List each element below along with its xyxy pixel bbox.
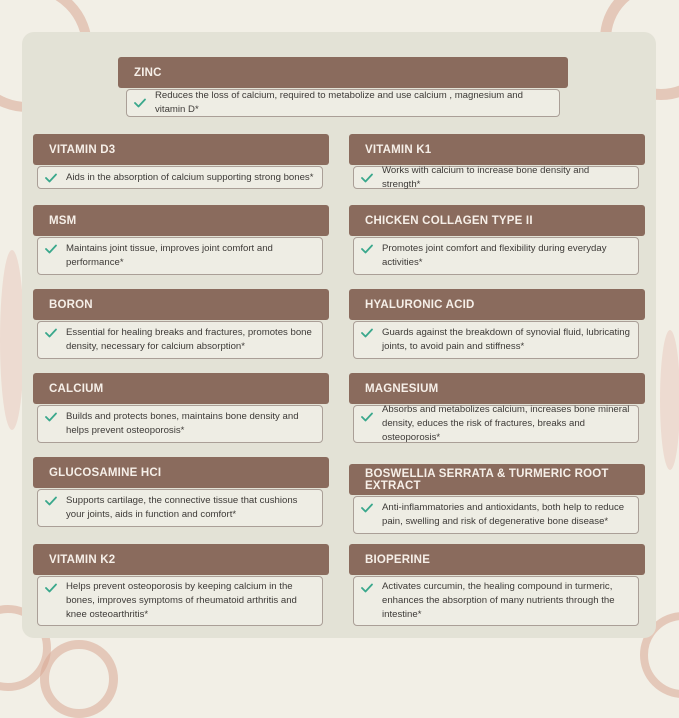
ingredient-description-box — [37, 166, 323, 189]
ingredient-description-box — [353, 166, 639, 189]
ingredient-description: Anti-inflammatories and antioxidants, both help to reduce pain, swelling and risk of degenerative bone disease* — [382, 502, 625, 527]
ingredient-hyaluronic-acid — [349, 289, 645, 361]
ingredient-description-box — [353, 496, 639, 534]
ingredient-description-box — [353, 576, 639, 626]
ingredient-description: Builds and protects bones, maintains bone density and helps prevent osteoporosis* — [66, 411, 299, 436]
ingredient-description-box — [353, 321, 639, 359]
ingredient-chicken-collagen-type-ii — [349, 205, 645, 277]
ingredient-vitamin-k1 — [349, 134, 645, 190]
check-icon — [45, 244, 57, 254]
ingredient-title: MAGNESIUM — [349, 373, 645, 404]
ingredient-bioperine — [349, 544, 645, 626]
ingredient-title: BORON — [33, 289, 329, 320]
ingredient-title: HYALURONIC ACID — [349, 289, 645, 320]
ingredient-magnesium — [349, 373, 645, 445]
ingredient-calcium — [33, 373, 329, 445]
ingredient-title: BOSWELLIA SERRATA & TURMERIC ROOT EXTRACT — [349, 464, 645, 495]
ingredient-description: Works with calcium to increase bone density and strength* — [382, 164, 590, 190]
ingredient-title: CHICKEN COLLAGEN TYPE II — [349, 205, 645, 236]
ingredient-title: GLUCOSAMINE HCI — [33, 457, 329, 488]
ingredient-description: Helps prevent osteoporosis by keeping calcium in the bones, improves symptoms of rheumatoid arthritis and knee osteoarthritis* — [66, 581, 297, 620]
ingredient-vitamin-k2 — [33, 544, 329, 626]
check-icon — [45, 173, 57, 183]
ingredient-description: Activates curcumin, the healing compound in turmeric, enhances the absorption of many nutrients through the intestine* — [382, 581, 615, 620]
ingredient-description-box — [37, 321, 323, 359]
check-icon — [361, 412, 373, 422]
ingredient-vitamin-d3 — [33, 134, 329, 190]
check-icon — [361, 503, 373, 513]
ingredient-description: Aids in the absorption of calcium supporting strong bones* — [66, 171, 314, 183]
decorative-speckle-left — [0, 250, 24, 430]
ingredient-description-box — [353, 405, 639, 443]
ingredient-description: Absorbs and metabolizes calcium, increases bone mineral density, educes the risk of fractures, breaks and osteoporosis* — [382, 404, 630, 443]
check-icon — [45, 496, 57, 506]
ingredient-glucosamine-hci — [33, 457, 329, 529]
ingredient-title: CALCIUM — [33, 373, 329, 404]
ingredient-title: BIOPERINE — [349, 544, 645, 575]
ingredient-title: VITAMIN K1 — [349, 134, 645, 165]
ingredient-description-box — [37, 489, 323, 527]
ingredient-description-box — [37, 405, 323, 443]
check-icon — [361, 583, 373, 593]
check-icon — [361, 173, 373, 183]
ingredient-boron — [33, 289, 329, 361]
ingredient-boswellia-turmeric — [349, 464, 645, 536]
decorative-ring-bottom-center — [40, 640, 118, 718]
ingredient-title: ZINC — [118, 57, 568, 88]
ingredient-title: VITAMIN K2 — [33, 544, 329, 575]
ingredient-title: MSM — [33, 205, 329, 236]
check-icon — [361, 328, 373, 338]
ingredient-description: Promotes joint comfort and flexibility during everyday activities* — [382, 243, 607, 268]
ingredient-description-box — [37, 237, 323, 275]
check-icon — [45, 328, 57, 338]
ingredient-description: Supports cartilage, the connective tissue that cushions your joints, aids in function and comfort* — [66, 495, 298, 520]
ingredient-description-box — [353, 237, 639, 275]
ingredient-msm — [33, 205, 329, 277]
ingredient-description-box — [37, 576, 323, 626]
ingredient-zinc — [118, 57, 568, 119]
check-icon — [134, 98, 146, 108]
ingredient-title: VITAMIN D3 — [33, 134, 329, 165]
ingredient-description: Reduces the loss of calcium, required to metabolize and use calcium , magnesium and vitamin D* — [155, 90, 523, 115]
check-icon — [45, 583, 57, 593]
decorative-speckle-right — [660, 330, 679, 470]
check-icon — [45, 412, 57, 422]
ingredient-description: Guards against the breakdown of synovial fluid, lubricating joints, to avoid pain and stiffness* — [382, 327, 630, 352]
ingredient-description: Essential for healing breaks and fractures, promotes bone density, necessary for calcium absorption* — [66, 327, 312, 352]
check-icon — [361, 244, 373, 254]
ingredient-description-box — [126, 89, 560, 117]
ingredient-description: Maintains joint tissue, improves joint comfort and performance* — [66, 243, 273, 268]
